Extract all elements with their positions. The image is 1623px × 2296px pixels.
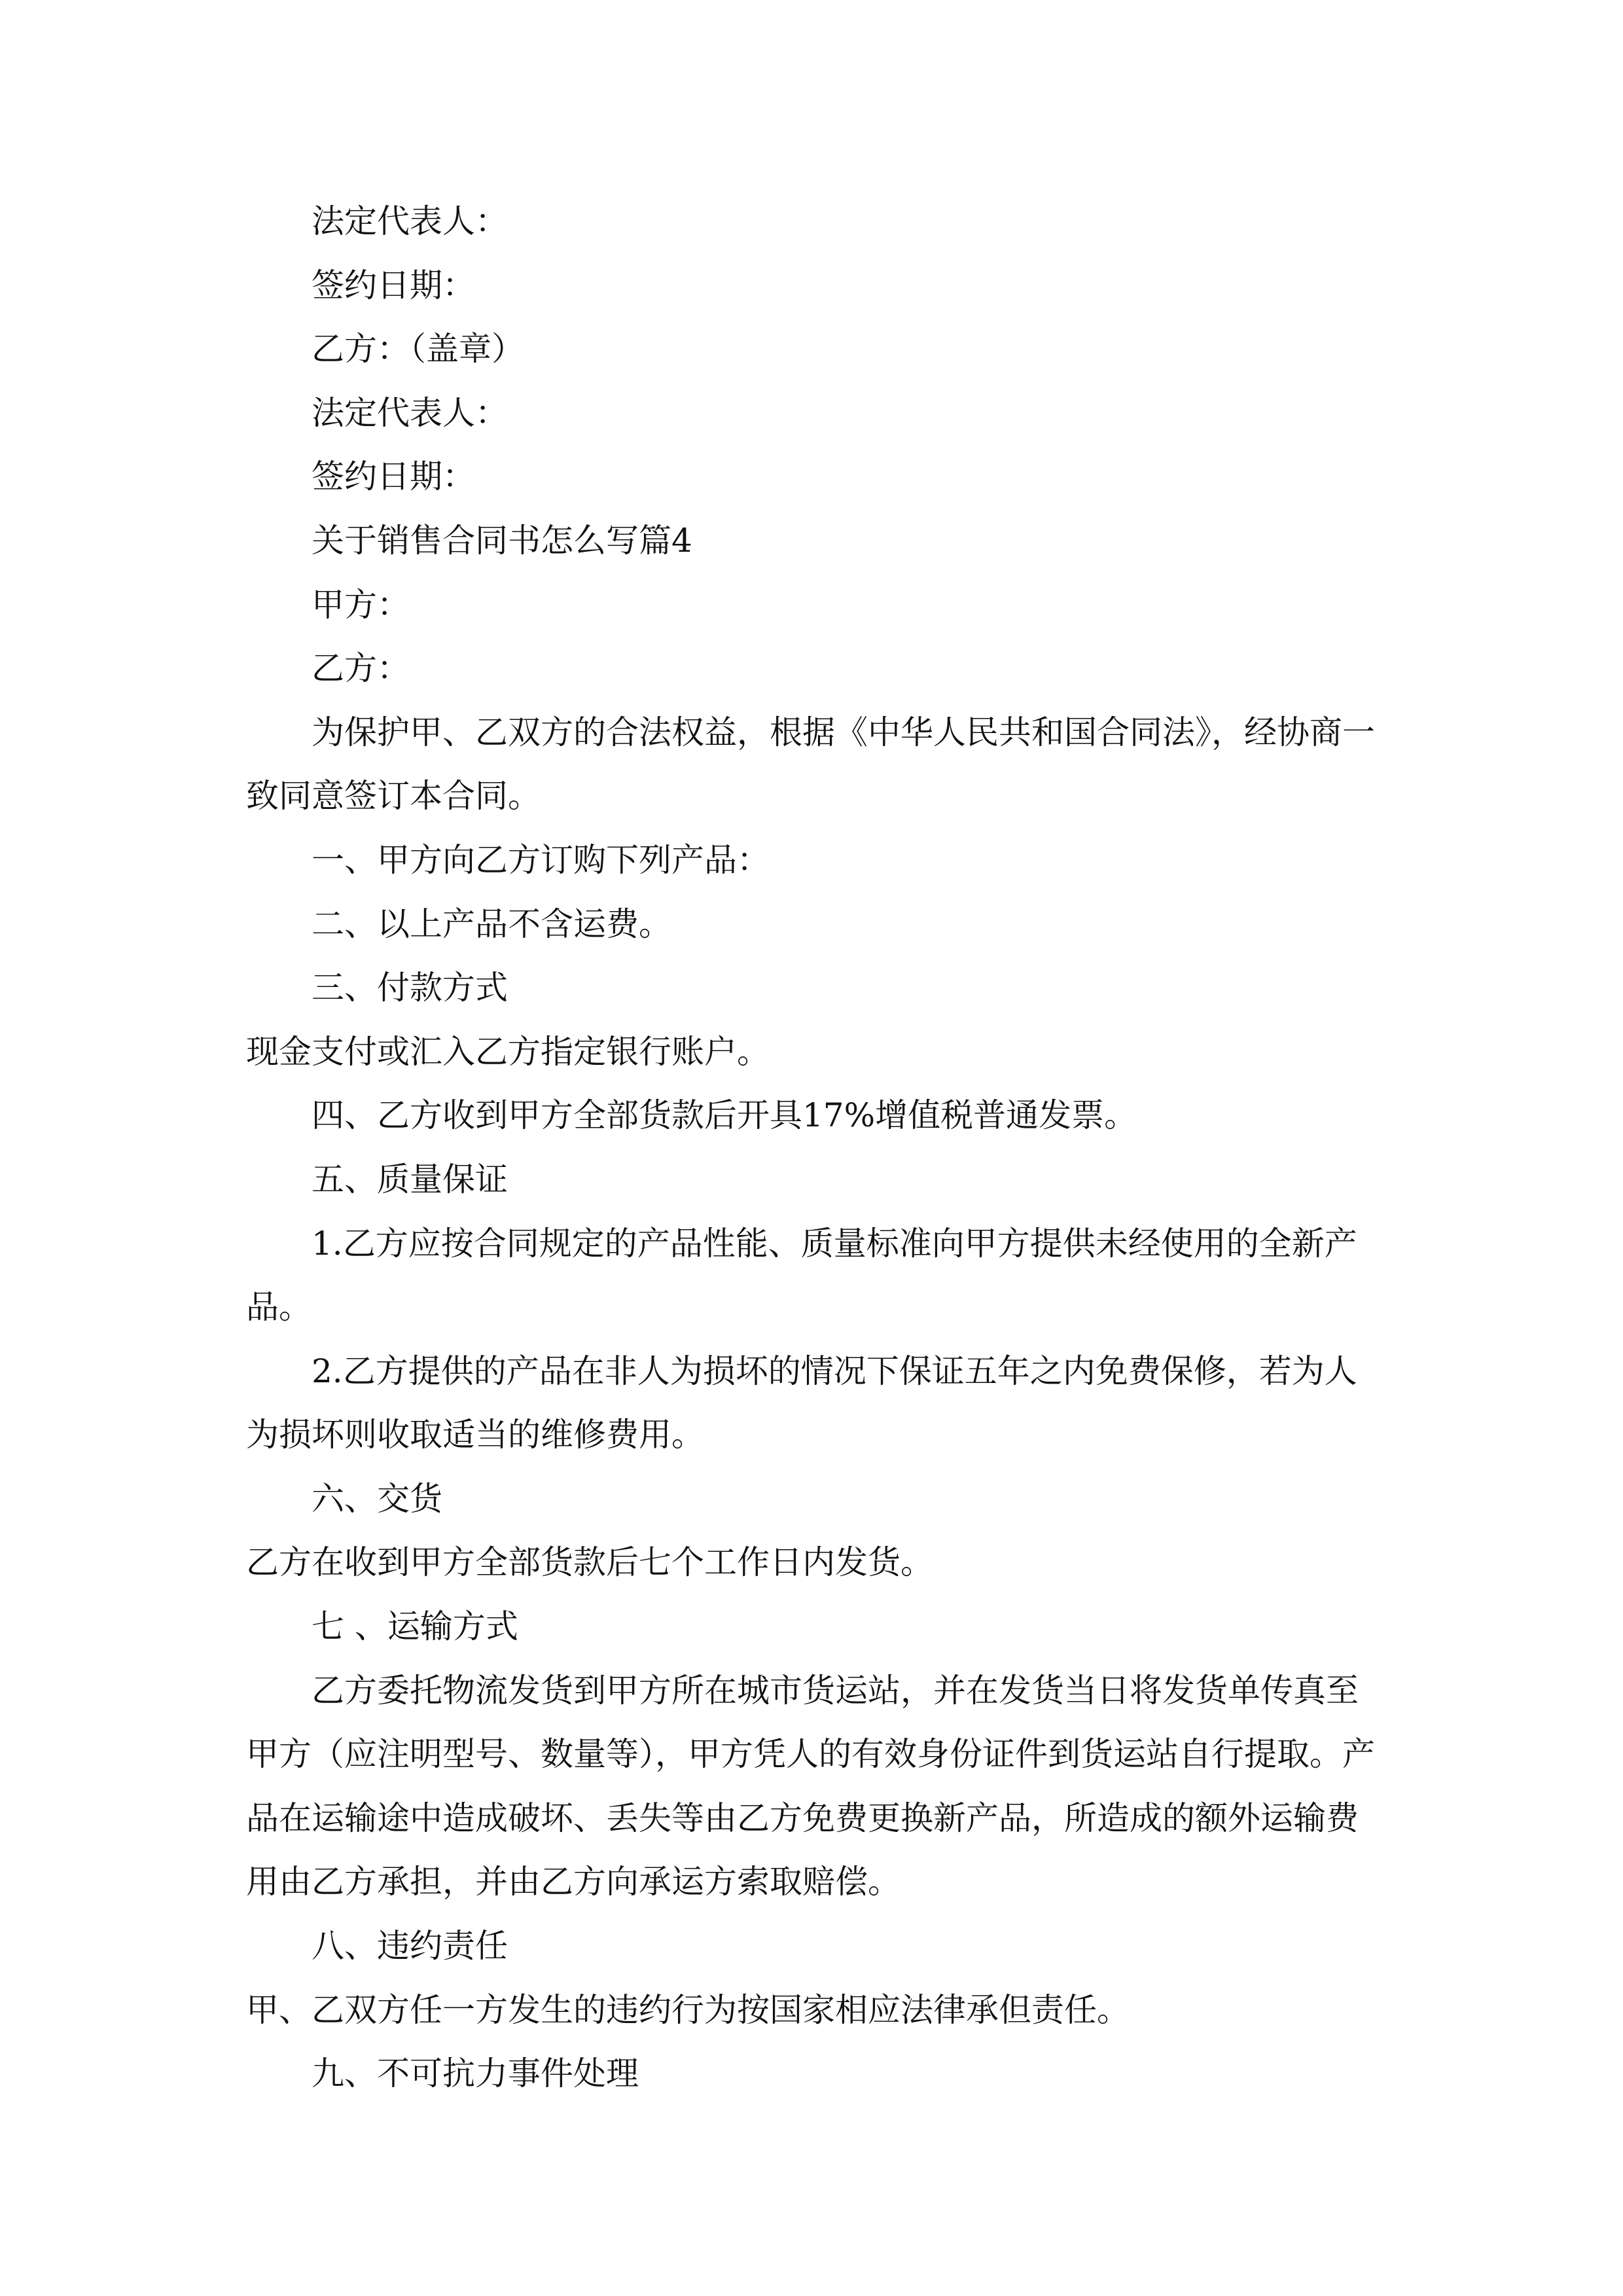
clause-7-body: 乙方委托物流发货到甲方所在城市货运站，并在发货当日将发货单传真至甲方（应注明型号、数量等），甲方凭人的有效身份证件到货运站自行提取。产品在运输途中造成破坏、丢失等由乙方免费更换新产品，所造成的额外运输费用由乙方承担，并由乙方向承运方索取赔偿。 <box>246 1671 1375 1901</box>
clause-3-heading: 三、付款方式 <box>312 969 508 1007</box>
paragraph-party-a: 甲方： <box>312 585 410 624</box>
paragraph-party-b-seal: 乙方：（盖章） <box>312 330 524 368</box>
clause-7-heading: 七 、运输方式 <box>312 1607 518 1646</box>
paragraph-sign-date-b: 签约日期： <box>312 457 475 496</box>
document-body <box>246 190 1387 2106</box>
clause-6-heading: 六、交货 <box>312 1479 442 1518</box>
clause-5-item-1: 1.乙方应按合同规定的产品性能、质量标准向甲方提供未经使用的全新产品。 <box>246 1224 1357 1327</box>
paragraph-party-b: 乙方： <box>312 649 410 688</box>
paragraph-legal-rep-a: 法定代表人： <box>312 202 508 240</box>
clause-4-heading: 四、乙方收到甲方全部货款后开具17%增值税普通发票。 <box>312 1096 1137 1135</box>
section-title: 关于销售合同书怎么写篇4 <box>312 521 692 560</box>
clause-8-body: 甲、乙双方任一方发生的违约行为按国家相应法律承但责任。 <box>246 1990 1130 2029</box>
clause-1-heading: 一、甲方向乙方订购下列产品： <box>312 840 770 879</box>
clause-8-heading: 八、违约责任 <box>312 1927 508 1965</box>
paragraph-preamble: 为保护甲、乙双方的合法权益，根据《中华人民共和国合同法》，经协商一致同意签订本合同。 <box>246 713 1375 816</box>
clause-9-heading: 九、不可抗力事件处理 <box>312 2054 639 2093</box>
clause-2-heading: 二、以上产品不含运费。 <box>312 905 671 943</box>
clause-6-body: 乙方在收到甲方全部货款后七个工作日内发货。 <box>246 1543 933 1582</box>
paragraph-sign-date-a: 签约日期： <box>312 266 475 304</box>
clause-5-heading: 五、质量保证 <box>312 1160 508 1198</box>
paragraph-legal-rep-b: 法定代表人： <box>312 393 508 432</box>
clause-3-body: 现金支付或汇入乙方指定银行账户。 <box>246 1032 770 1071</box>
clause-5-item-2: 2.乙方提供的产品在非人为损坏的情况下保证五年之内免费保修，若为人为损坏则收取适当的维修费用。 <box>246 1352 1357 1454</box>
